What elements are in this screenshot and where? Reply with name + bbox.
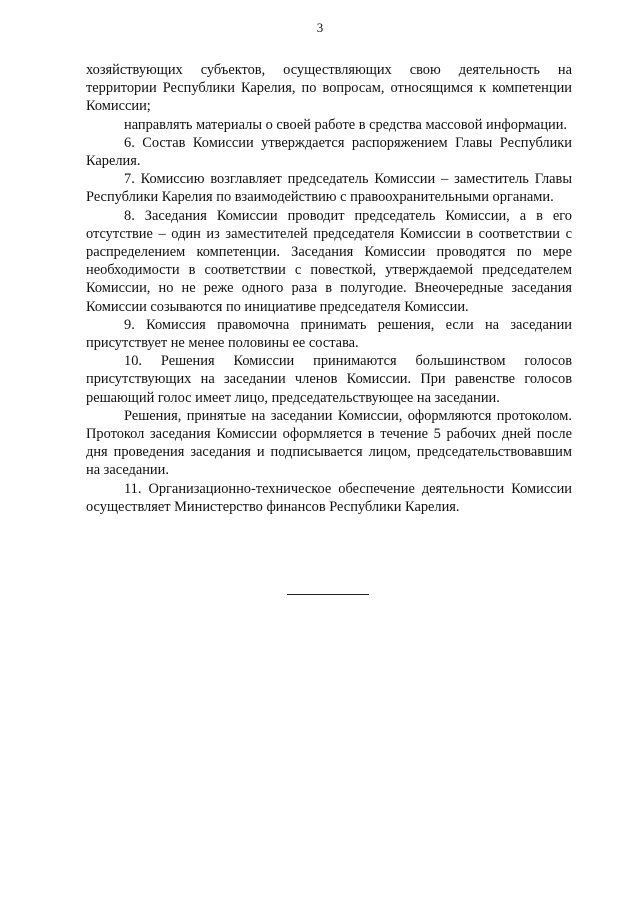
paragraph-media-reporting: направлять материалы о своей работе в средства массовой информации. xyxy=(124,116,568,133)
paragraph-continuation: хозяйствующих субъектов, осуществляющих свою деятельность на территории Республики Карелия, по вопросам, относящимся к компетенции Комиссии; xyxy=(86,62,572,115)
paragraph-protocol: Решения, принятые на заседании Комиссии, оформляются протоколом. Протокол заседания Комиссии оформляется в течение 5 рабочих дней после дня проведения заседания и подписывается лицом, председательствовавшим на заседании. xyxy=(86,407,572,479)
paragraph-item-7: 7. Комиссию возглавляет председатель Комиссии – заместитель Главы Республики Карелия по взаимодействию с правоохранительными органами. xyxy=(86,171,572,206)
paragraph-item-10: 10. Решения Комиссии принимаются большинством голосов присутствующих на заседании членов Комиссии. При равенстве голосов решающий голос имеет лицо, председательствующее на заседании. xyxy=(86,353,572,406)
page-number: 3 xyxy=(316,20,324,35)
paragraph-item-8: 8. Заседания Комиссии проводит председатель Комиссии, а в его отсутствие – один из заместителей председателя Комиссии в соответствии с распределением компетенции. Заседания Комиссии проводятся по мере необходимости в соответствии с повесткой, утверждаемой председателем Комиссии, но не реже одного раза в полугодие. Внеочередные заседания Комиссии созываются по инициативе председателя Комиссии. xyxy=(86,207,572,315)
document-body xyxy=(86,61,572,516)
paragraph-item-9: 9. Комиссия правомочна принимать решения, если на заседании присутствует не менее половины ее состава. xyxy=(86,316,572,352)
paragraph-item-11: 11. Организационно-техническое обеспечение деятельности Комиссии осуществляет Министерство финансов Республики Карелия. xyxy=(86,480,572,515)
paragraph-item-6: 6. Состав Комиссии утверждается распоряжением Главы Республики Карелия. xyxy=(86,134,572,170)
end-of-document-rule xyxy=(287,594,369,595)
